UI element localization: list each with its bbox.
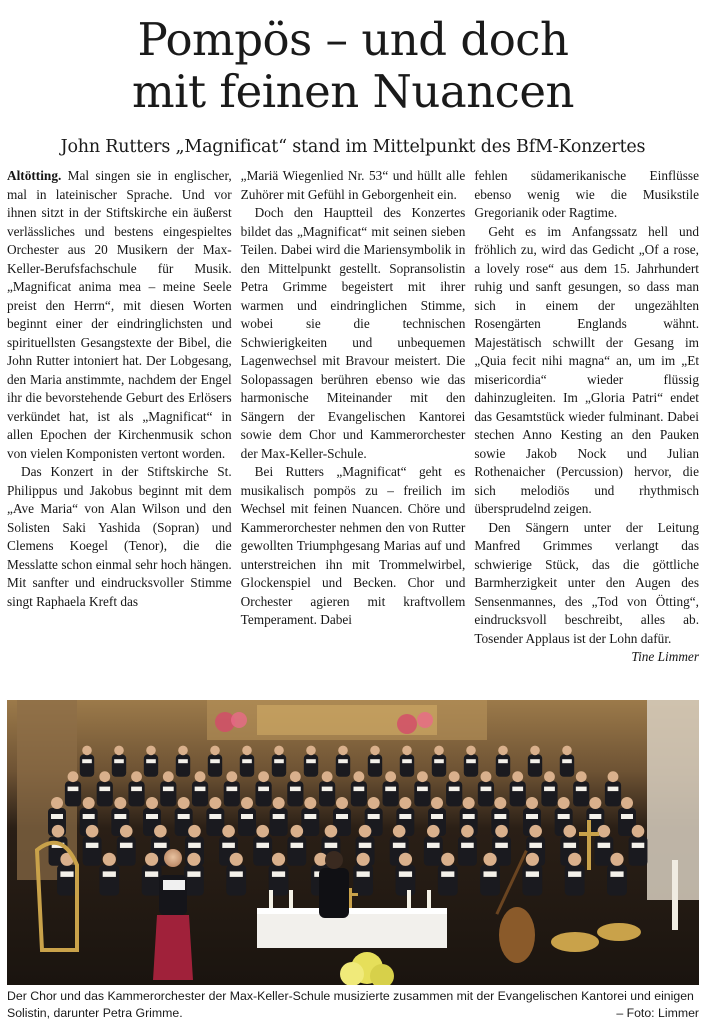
choir-singer-head xyxy=(178,797,190,809)
choir-singer-head xyxy=(632,825,645,838)
choir-sheet-music xyxy=(338,759,348,763)
choir-sheet-music xyxy=(131,787,142,792)
choir-singer-head xyxy=(145,853,158,866)
choir-sheet-music xyxy=(226,787,237,792)
choir-singer-head xyxy=(222,825,235,838)
choir-singer xyxy=(99,865,119,896)
choir-singer xyxy=(301,808,319,836)
choir-sheet-music xyxy=(68,787,79,792)
choir-sheet-music xyxy=(290,787,301,792)
choir-singer-head xyxy=(163,771,174,782)
choir-singer-head xyxy=(338,746,348,756)
choir-singer-head xyxy=(82,746,92,756)
choir-singer xyxy=(270,808,288,836)
choir-singer-head xyxy=(393,825,406,838)
choir-sheet-music xyxy=(449,787,460,792)
choir-sheet-music xyxy=(526,814,538,819)
paragraph: „Mariä Wiegenlied Nr. 53“ und hüllt alle Zuhörer mit Gefühl in Geborgenheit ein. xyxy=(240,168,466,202)
choir-sheet-music xyxy=(483,871,496,877)
paragraph-text: Mal singen sie in englischer, mal in lateinischer Sprache. Und vor ihnen sitzt in der Stiftskirche ein äußerst verlässliches und bestens eingespieltes Orchester aus 20 Musikern der Max-Keller-Berufsfachschule für Musik. „Magnificat anima mea – meine Seele preist den Herrn“, mit diesen Worten beginnt einer der eindringlichsten und spirituellsten Gesangstexte der Bibel, die John Rutter intoniert hat. Der Lobgesang, den Maria anstimmte, nachdem der Engel ihr die bevorstehende Geburt des Erlösers verkündet hat, ist als „Magnificat“ in allen Epochen der Kirchenmusik schon von vielen Komponisten vertont worden. xyxy=(7,168,232,461)
choir-singer xyxy=(353,865,373,896)
choir-sheet-music xyxy=(353,787,364,792)
headline-line-2: mit feinen Nuancen xyxy=(131,65,574,118)
choir-singer-head xyxy=(187,853,200,866)
choir-singer xyxy=(629,836,648,865)
choir-singer xyxy=(255,781,271,806)
article-body xyxy=(7,167,699,689)
choir-sheet-music xyxy=(431,814,443,819)
choir-singer xyxy=(240,754,254,776)
choir-sheet-music xyxy=(322,787,333,792)
choir-singer xyxy=(541,781,557,806)
choir-sheet-music xyxy=(357,871,370,877)
choir-singer xyxy=(226,865,246,896)
dateline: Altötting. xyxy=(7,168,62,183)
choir-singer xyxy=(573,781,589,806)
choir-singer-head xyxy=(427,825,440,838)
choir-singer-head xyxy=(68,771,79,782)
choir-singer-head xyxy=(529,825,542,838)
choir-sheet-music xyxy=(178,814,190,819)
choir-singer-head xyxy=(466,746,476,756)
choir-singer xyxy=(478,781,494,806)
choir-singer xyxy=(97,781,113,806)
choir-sheet-music xyxy=(434,759,444,763)
choir-sheet-music xyxy=(463,814,475,819)
choir-singer-head xyxy=(322,771,333,782)
choir-sheet-music xyxy=(146,814,158,819)
choir-sheet-music xyxy=(417,787,428,792)
choir-sheet-music xyxy=(370,759,380,763)
choir-singer-head xyxy=(483,853,496,866)
choir-sheet-music xyxy=(558,814,570,819)
author-byline: Tine Limmer xyxy=(631,649,700,664)
choir-singer xyxy=(206,808,224,836)
choir-sheet-music xyxy=(86,843,99,848)
choir-singer-head xyxy=(589,797,601,809)
choir-singer-head xyxy=(178,746,188,756)
choir-sheet-music xyxy=(154,843,167,848)
choir-singer-head xyxy=(274,746,284,756)
choir-singer-head xyxy=(86,825,99,838)
choir-sheet-music xyxy=(466,759,476,763)
choir-sheet-music xyxy=(163,787,174,792)
choir-sheet-music xyxy=(188,843,201,848)
choir-singer-head xyxy=(598,825,611,838)
choir-sheet-music xyxy=(210,759,220,763)
choir-singer xyxy=(224,781,240,806)
choir-sheet-music xyxy=(336,814,348,819)
choir-singer-head xyxy=(290,771,301,782)
choir-singer-head xyxy=(306,746,316,756)
choir-sheet-music xyxy=(51,814,63,819)
choir-singer xyxy=(383,781,399,806)
choir-sheet-music xyxy=(325,843,338,848)
choir-sheet-music xyxy=(120,843,133,848)
choir-singer xyxy=(192,781,208,806)
choir-sheet-music xyxy=(114,814,126,819)
choir-sheet-music xyxy=(512,787,523,792)
choir-sheet-music xyxy=(241,814,253,819)
choir-singer xyxy=(176,754,190,776)
choir-singer-head xyxy=(154,825,167,838)
choir-sheet-music xyxy=(274,759,284,763)
choir-sheet-music xyxy=(60,871,73,877)
choir-sheet-music xyxy=(368,814,380,819)
choir-singer-head xyxy=(530,746,540,756)
paragraph xyxy=(474,519,700,664)
choir-singer-head xyxy=(241,797,253,809)
choir-singer-head xyxy=(402,746,412,756)
choir-sheet-music xyxy=(209,814,221,819)
concert-photo-illustration xyxy=(7,700,699,985)
choir-sheet-music xyxy=(178,759,188,763)
choir-singer xyxy=(528,754,542,776)
choir-singer-head xyxy=(188,825,201,838)
choir-singer xyxy=(65,781,81,806)
choir-sheet-music xyxy=(402,759,412,763)
choir-singer xyxy=(287,781,303,806)
choir-singer-head xyxy=(385,771,396,782)
choir-singer-head xyxy=(399,797,411,809)
choir-sheet-music xyxy=(359,843,372,848)
choir-singer-head xyxy=(291,825,304,838)
choir-singer xyxy=(287,836,306,865)
choir-singer-head xyxy=(608,771,619,782)
choir-singer xyxy=(510,781,526,806)
choir-singer-head xyxy=(146,746,156,756)
choir-singer-head xyxy=(449,771,460,782)
choir-sheet-music xyxy=(621,814,633,819)
choir-singer-head xyxy=(498,746,508,756)
choir-sheet-music xyxy=(187,871,200,877)
choir-sheet-music xyxy=(304,814,316,819)
choir-singer xyxy=(432,754,446,776)
choir-singer xyxy=(57,865,77,896)
choir-singer-head xyxy=(103,853,116,866)
choir-singer xyxy=(446,781,462,806)
choir-sheet-music xyxy=(526,871,539,877)
choir-sheet-music xyxy=(306,759,316,763)
choir-singer xyxy=(319,781,335,806)
choir-singer xyxy=(400,754,414,776)
choir-sheet-music xyxy=(562,759,572,763)
choir-sheet-music xyxy=(145,871,158,877)
choir-sheet-music xyxy=(385,787,396,792)
choir-singer-head xyxy=(120,825,133,838)
choir-singer xyxy=(144,754,158,776)
paragraph xyxy=(7,167,232,463)
column-2 xyxy=(241,167,466,689)
choir-singer-head xyxy=(441,853,454,866)
choir-singer-head xyxy=(563,825,576,838)
headline xyxy=(0,14,706,118)
choir-singer xyxy=(605,781,621,806)
choir-singer xyxy=(112,754,126,776)
choir-singer xyxy=(424,836,443,865)
choir-singer-head xyxy=(131,771,142,782)
photo-caption xyxy=(7,988,699,1022)
choir-sheet-music xyxy=(83,814,95,819)
choir-singer-head xyxy=(210,746,220,756)
choir-singer xyxy=(458,836,477,865)
choir-singer-head xyxy=(146,797,158,809)
choir-singer xyxy=(351,781,367,806)
choir-sheet-music xyxy=(99,787,110,792)
choir-sheet-music xyxy=(291,843,304,848)
choir-singer xyxy=(304,754,318,776)
choir-sheet-music xyxy=(441,871,454,877)
subheadline: John Rutters „Magnificat“ stand im Mittelpunkt des BfM-Konzertes xyxy=(60,137,646,157)
choir-singer-head xyxy=(114,797,126,809)
choir-singer-head xyxy=(114,746,124,756)
choir-sheet-music xyxy=(589,814,601,819)
choir-singer-head xyxy=(242,746,252,756)
choir-singer-head xyxy=(417,771,428,782)
choir-sheet-music xyxy=(399,814,411,819)
choir-singer-head xyxy=(463,797,475,809)
choir-singer-head xyxy=(256,825,269,838)
column-3 xyxy=(474,167,699,689)
choir-singer xyxy=(253,836,272,865)
choir-singer-head xyxy=(526,853,539,866)
choir-singer xyxy=(160,781,176,806)
choir-singer xyxy=(368,754,382,776)
choir-singer-head xyxy=(51,797,63,809)
choir-sheet-music xyxy=(610,871,623,877)
choir-singer-head xyxy=(325,825,338,838)
choir-singer-head xyxy=(52,825,65,838)
choir-singer xyxy=(83,836,102,865)
paragraph: Doch den Hauptteil des Konzertes bildet das „Magnificat“ mit seinen sieben Teilen. Dabei wird die Mariensymbolik in den Mittelpunkt gestellt. Sopransolistin Petra Grimme begeistert mit ihrer warmen und eindringlichen Stimme, wobei sie die technischen Schwierigkeiten und unbequemen Lagenwechsel mit Bravour meistert. Die Solopassagen berühren ebenso wie das harmonische Miteinander mit den Sängern der Evangelischen Kantorei sowie dem Chor und Kammerorchester der Max-Keller-Schule. xyxy=(240,205,466,461)
concert-photo xyxy=(7,700,699,985)
choir-singer-head xyxy=(359,825,372,838)
choir-singer xyxy=(128,781,144,806)
choir-singer xyxy=(480,865,500,896)
paragraph: Bei Rutters „Magnificat“ geht es musikalisch pompös zu – freilich im Wechsel mit feinen Nuancen. Chöre und Kammerorchester nehmen den von Rutter gewollten Triumphgesang Marias auf und unterstreichen ihn mit Trommelwirbel, Glockenspiel und Becken. Chor und Orchester agieren mit kraftvollem Temperament. Dabei xyxy=(240,464,466,627)
choir-singer-head xyxy=(576,771,587,782)
choir-singer-head xyxy=(610,853,623,866)
choir-sheet-music xyxy=(632,843,645,848)
choir-singer-head xyxy=(512,771,523,782)
choir-singer-head xyxy=(544,771,555,782)
choir-singer-head xyxy=(273,797,285,809)
choir-sheet-music xyxy=(608,787,619,792)
choir-sheet-music xyxy=(544,787,555,792)
choir-singer xyxy=(117,836,136,865)
photo-credit: – Foto: Limmer xyxy=(616,1006,699,1020)
caption-text: Der Chor und das Kammerorchester der Max-Keller-Schule musizierte zusammen mit der Evangelischen Kantorei und einigen Solistin, darunter Petra Grimme. xyxy=(7,989,694,1020)
choir-sheet-music xyxy=(230,871,243,877)
choir-singer xyxy=(272,754,286,776)
choir-singer xyxy=(560,754,574,776)
choir-sheet-music xyxy=(273,814,285,819)
paragraph-text: Den Sängern unter der Leitung Manfred Grimmes verlangt das schwierige Stück, das die göttliche Barmherzigkeit unter den Augen des Sensenmannes, des „Tod von Ötting“, eindrucksvoll beschreibt, alles ab. Tosender Applaus ist der Lohn dafür. xyxy=(474,519,700,646)
paragraph: Das Konzert in der Stiftskirche St. Philippus und Jakobus beginnt mit dem „Ave Maria“ von Alan Wilson und den Solisten Saki Yashida (Sopran) und Clemens Koegel (Tenor), die die Messlatte schon einmal sehr hoch hängen. Mit sanfter und eindrucksvoller Stimme singt Raphaela Kreft das xyxy=(7,464,232,609)
choir-singer xyxy=(496,754,510,776)
choir-singer-head xyxy=(99,771,110,782)
choir-singer-head xyxy=(568,853,581,866)
choir-singer xyxy=(464,754,478,776)
choir-singer-head xyxy=(209,797,221,809)
choir-singer-head xyxy=(230,853,243,866)
choir-sheet-music xyxy=(146,759,156,763)
choir-singer xyxy=(336,754,350,776)
choir-singer-head xyxy=(304,797,316,809)
choir-singer xyxy=(80,754,94,776)
choir-singer xyxy=(142,865,162,896)
choir-singer xyxy=(238,808,256,836)
choir-sheet-music xyxy=(427,843,440,848)
choir-sheet-music xyxy=(195,787,206,792)
choir-sheet-music xyxy=(576,787,587,792)
choir-sheet-music xyxy=(242,759,252,763)
choir-sheet-music xyxy=(82,759,92,763)
choir-singer-head xyxy=(526,797,538,809)
headline-line-1: Pompös – und doch xyxy=(137,13,569,66)
column-1 xyxy=(7,167,232,689)
choir-sheet-music xyxy=(272,871,285,877)
choir-singer xyxy=(594,836,613,865)
choir-singer-head xyxy=(495,825,508,838)
choir-sheet-music xyxy=(481,787,492,792)
choir-singer-head xyxy=(195,771,206,782)
choir-singer-head xyxy=(461,825,474,838)
choir-sheet-music xyxy=(563,843,576,848)
choir-sheet-music xyxy=(495,843,508,848)
choir-singer-head xyxy=(272,853,285,866)
choir-singer xyxy=(208,754,222,776)
choir-singer-head xyxy=(353,771,364,782)
choir-singer-head xyxy=(370,746,380,756)
choir-singer-head xyxy=(336,797,348,809)
choir-sheet-music xyxy=(393,843,406,848)
choir-sheet-music xyxy=(222,843,235,848)
choir-singer-head xyxy=(357,853,370,866)
choir-singer-head xyxy=(399,853,412,866)
choir-sheet-music xyxy=(498,759,508,763)
choir-sheet-music xyxy=(399,871,412,877)
choir-singer-head xyxy=(258,771,269,782)
choir-sheet-music xyxy=(494,814,506,819)
choir-singer xyxy=(438,865,458,896)
choir-sheet-music xyxy=(114,759,124,763)
choir-singer-head xyxy=(481,771,492,782)
choir-singer-head xyxy=(226,771,237,782)
choir-sheet-music xyxy=(256,843,269,848)
choir-singer-head xyxy=(558,797,570,809)
choir-singer xyxy=(396,865,416,896)
choir-sheet-music xyxy=(598,843,611,848)
paragraph: fehlen südamerikanische Einflüsse ebenso wenig wie die Musikstile Gregorianik oder Ragtime. xyxy=(474,168,700,220)
choir-singer-head xyxy=(434,746,444,756)
choir-singer xyxy=(522,865,542,896)
choir-singer xyxy=(414,781,430,806)
choir-singer-head xyxy=(494,797,506,809)
choir-singer-head xyxy=(562,746,572,756)
choir-singer xyxy=(607,865,627,896)
choir-sheet-music xyxy=(258,787,269,792)
choir-sheet-music xyxy=(568,871,581,877)
choir-singer-head xyxy=(431,797,443,809)
choir-sheet-music xyxy=(461,843,474,848)
choir-singer-head xyxy=(83,797,95,809)
choir-sheet-music xyxy=(529,843,542,848)
choir-singer-head xyxy=(368,797,380,809)
choir-sheet-music xyxy=(530,759,540,763)
choir-singer xyxy=(565,865,585,896)
choir-singer-head xyxy=(621,797,633,809)
choir-sheet-music xyxy=(103,871,116,877)
paragraph: Geht es im Anfangssatz hell und fröhlich zu, wird das Gedicht „Of a rose, a lovely rose“ aus dem 15. Jahrhundert ruhig und sanft gesungen, so dass man sich in einem der ungezählten Rosengärten Englands wähnt. Majestätisch schwillt der Gesang im „Quia fecit nihi magna“ an, um im „Et misericordia“ wieder flüssig dahinzugleiten. Im „Gloria Patri“ endet das Gesamtstück wieder fulminant. Dabei stechen Anno Kesting an den Pauken sowie Jakob Nock und Julian Rothenaicher (Percussion) hervor, die sich melodiös und rhythmisch übersprudelnd zeigen. xyxy=(474,223,700,516)
